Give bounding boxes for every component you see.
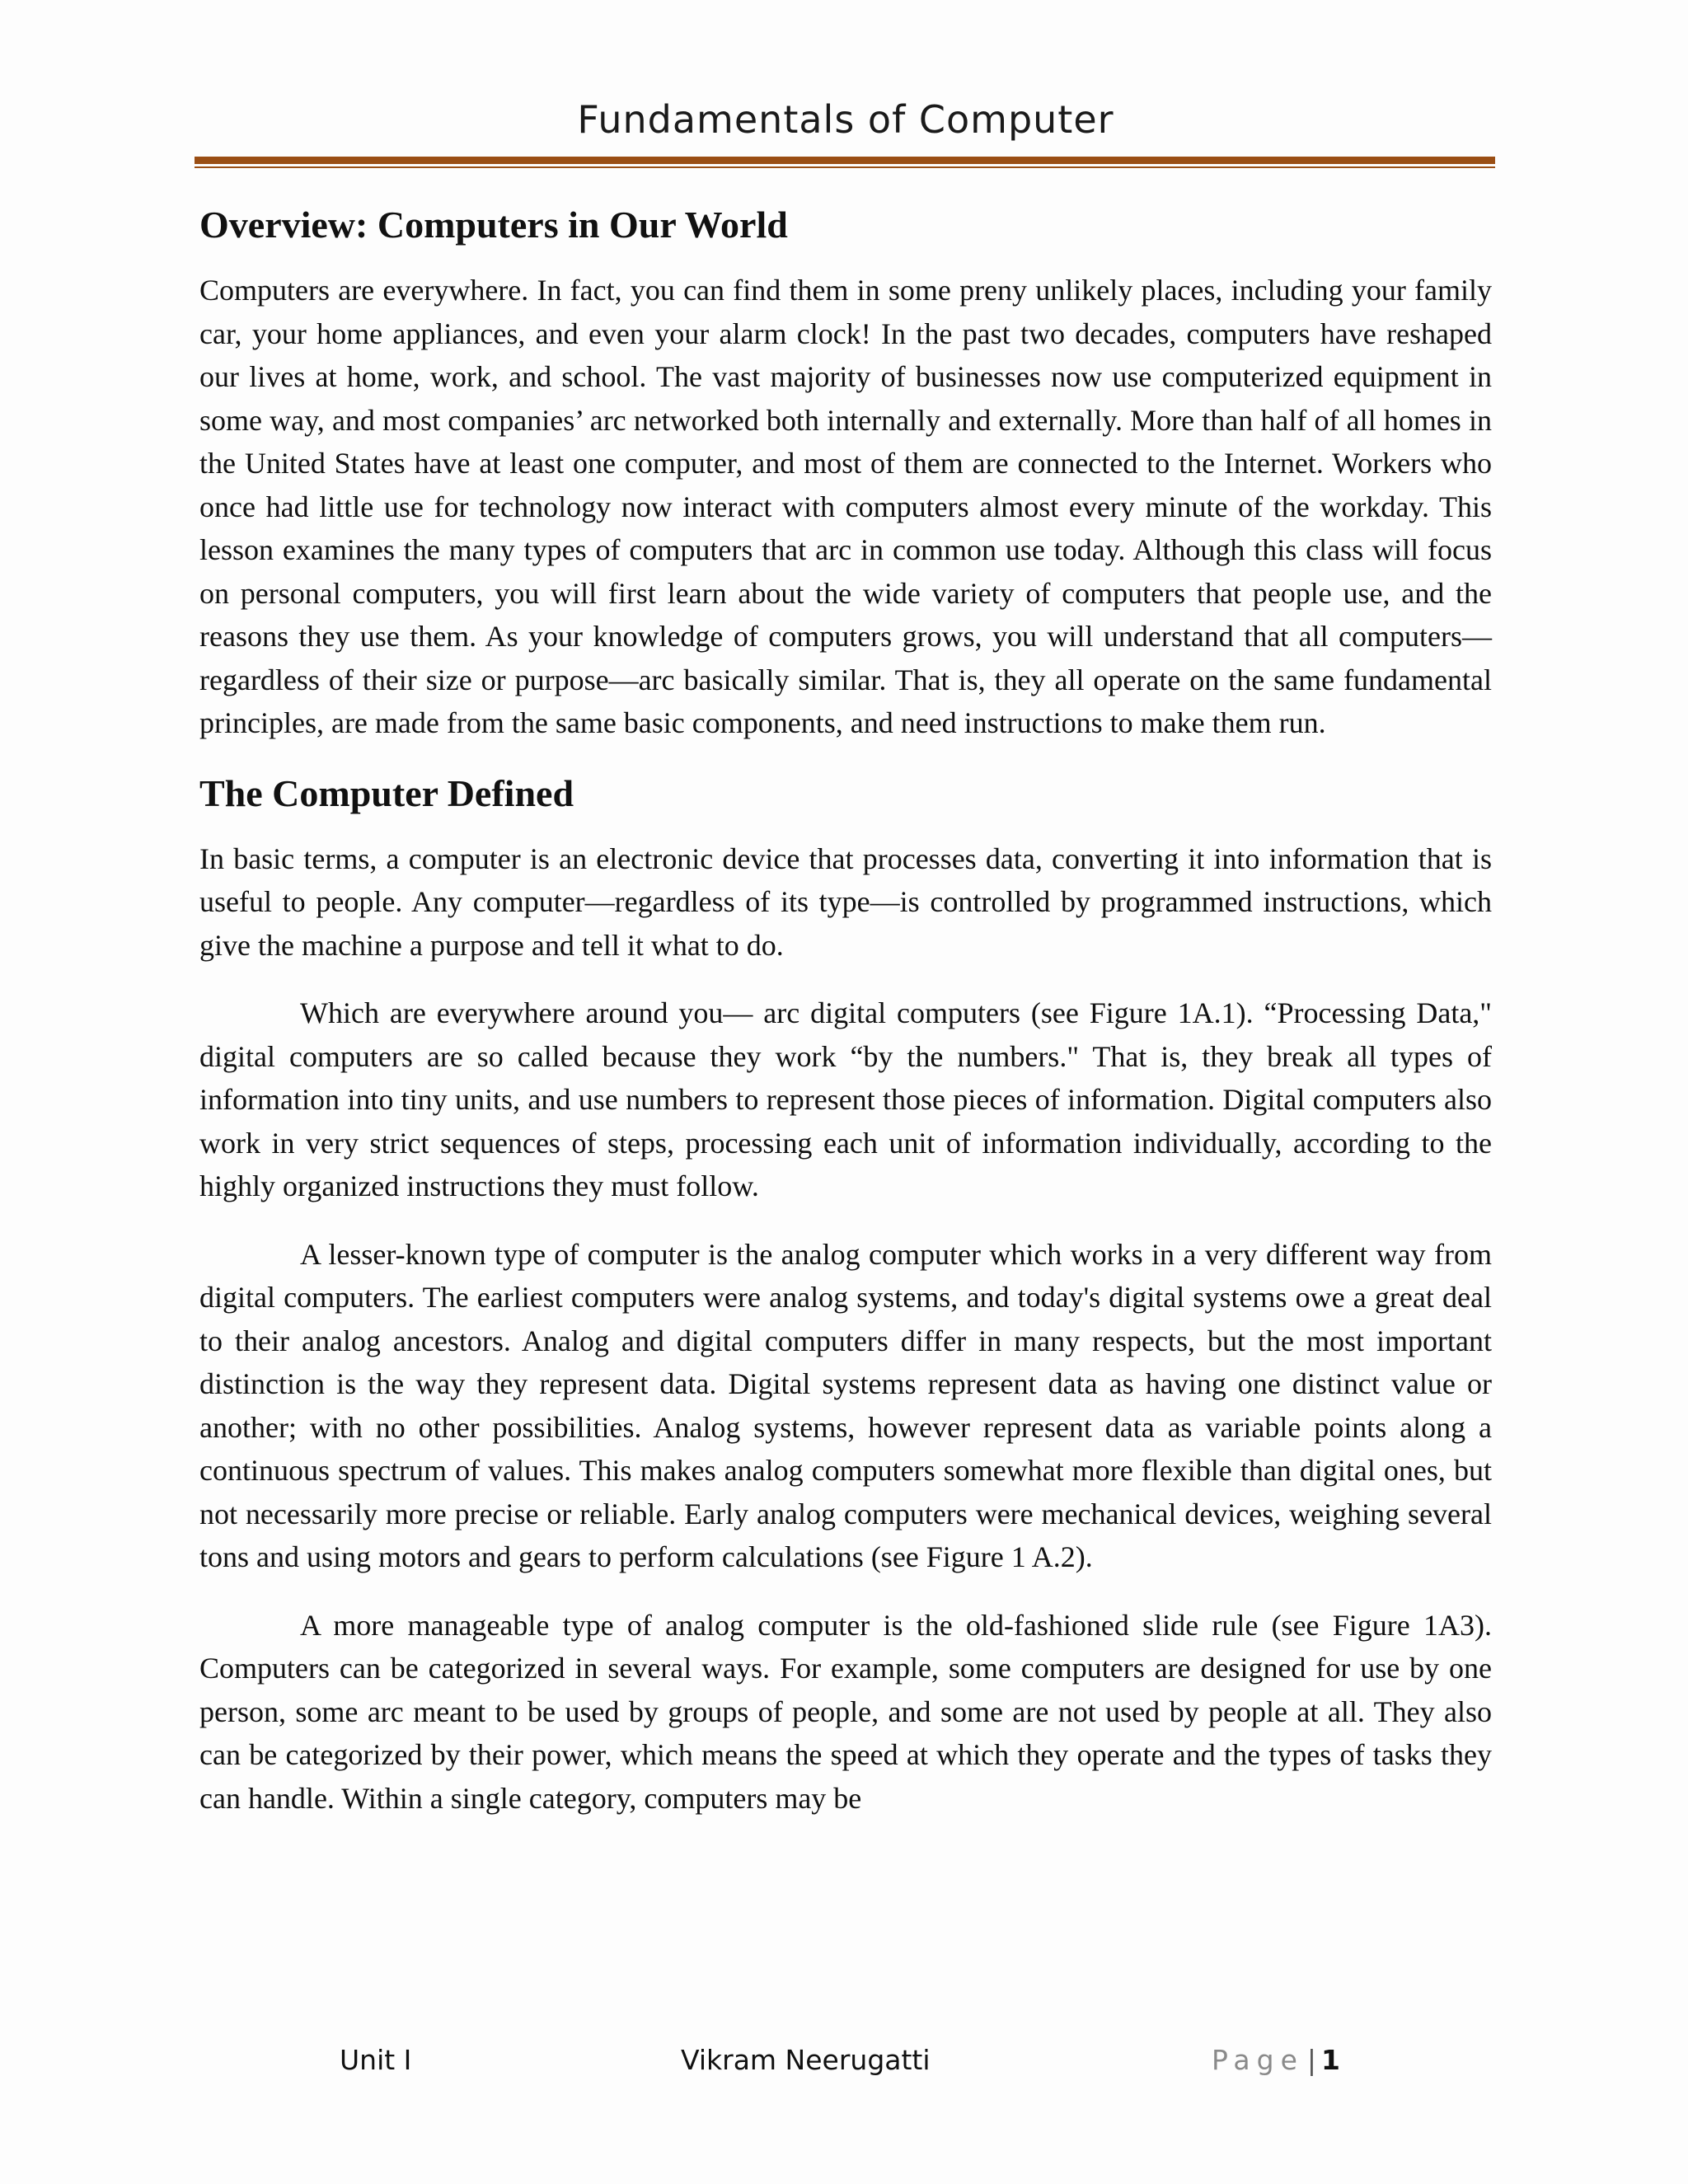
paragraph-defined-2: Which are everywhere around you— arc digital computers (see Figure 1A.1). “Processing Data," digital computers are so called because they work “by the numbers." That is, they break all types of information into tiny units, and use numbers to represent those pieces of information. Digital computers also work in very strict sequences of steps, processing each unit of information individually, according to the highly organized instructions they must follow.	[199, 996, 1492, 1202]
section-heading-overview: Overview: Computers in Our World	[199, 204, 788, 246]
header-rule-thin	[195, 166, 1495, 168]
paragraph-overview: Computers are everywhere. In fact, you can find them in some preny unlikely places, including your family car, your home appliances, and even your alarm clock! In the past two decades, computers have reshaped our lives at home, work, and school. The vast majority of businesses now use computerized equipment in some way, and most companies’ arc networked both internally and externally. More than half of all homes in the United States have at least one computer, and most of them are connected to the Internet. Workers who once had little use for technology now interact with computers almost every minute of the workday. This lesson examines the many types of computers that arc in common use today. Although this class will focus on personal computers, you will first learn about the wide variety of computers that people use, and the reasons they use them. As your knowledge of computers grows, you will understand that all computers—regardless of their size or purpose—arc basically similar. That is, they all operate on the same fundamental principles, are made from the same basic components, and need instructions to make them run.	[199, 274, 1492, 739]
footer-unit: Unit I	[340, 2044, 412, 2076]
page-footer	[0, 2044, 1688, 2093]
page-header-title: Fundamentals of Computer	[577, 97, 1114, 142]
footer-page-separator: |	[1306, 2044, 1317, 2076]
footer-author: Vikram Neerugatti	[681, 2044, 931, 2076]
document-body	[199, 196, 1492, 1820]
header-rule-thick	[195, 157, 1495, 164]
section-heading-computer-defined: The Computer Defined	[199, 771, 574, 814]
footer-page-indicator	[1212, 2044, 1340, 2076]
footer-page-label: Page	[1212, 2044, 1304, 2076]
paragraph-defined-3: A lesser-known type of computer is the analog computer which works in a very different way from digital computers. The earliest computers were analog systems, and today's digital systems owe a great deal to their analog ancestors. Analog and digital computers differ in many respects, but the most important distinction is the way they represent data. Digital systems represent data as having one distinct value or another; with no other possibilities. Analog systems, however represent data as variable points along a continuous spectrum of values. This makes analog computers somewhat more flexible than digital ones, but not necessarily more precise or reliable. Early analog computers were mechanical devices, weighing several tons and using motors and gears to perform calculations (see Figure 1 A.2).	[199, 1237, 1492, 1573]
paragraph-defined-4: A more manageable type of analog computer is the old-fashioned slide rule (see Figure 1A3). Computers can be categorized in several ways. For example, some computers are designed for use by one person, some arc meant to be used by groups of people, and some are not used by people at all. They also can be categorized by their power, which means the speed at which they operate and the types of tasks they can handle. Within a single category, computers may be	[199, 1608, 1492, 1815]
footer-page-number: 1	[1321, 2044, 1340, 2076]
paragraph-defined-1: In basic terms, a computer is an electronic device that processes data, converting it into information that is useful to people. Any computer—regardless of its type—is controlled by programmed instructions, which give the machine a purpose and tell it what to do.	[199, 841, 1492, 962]
